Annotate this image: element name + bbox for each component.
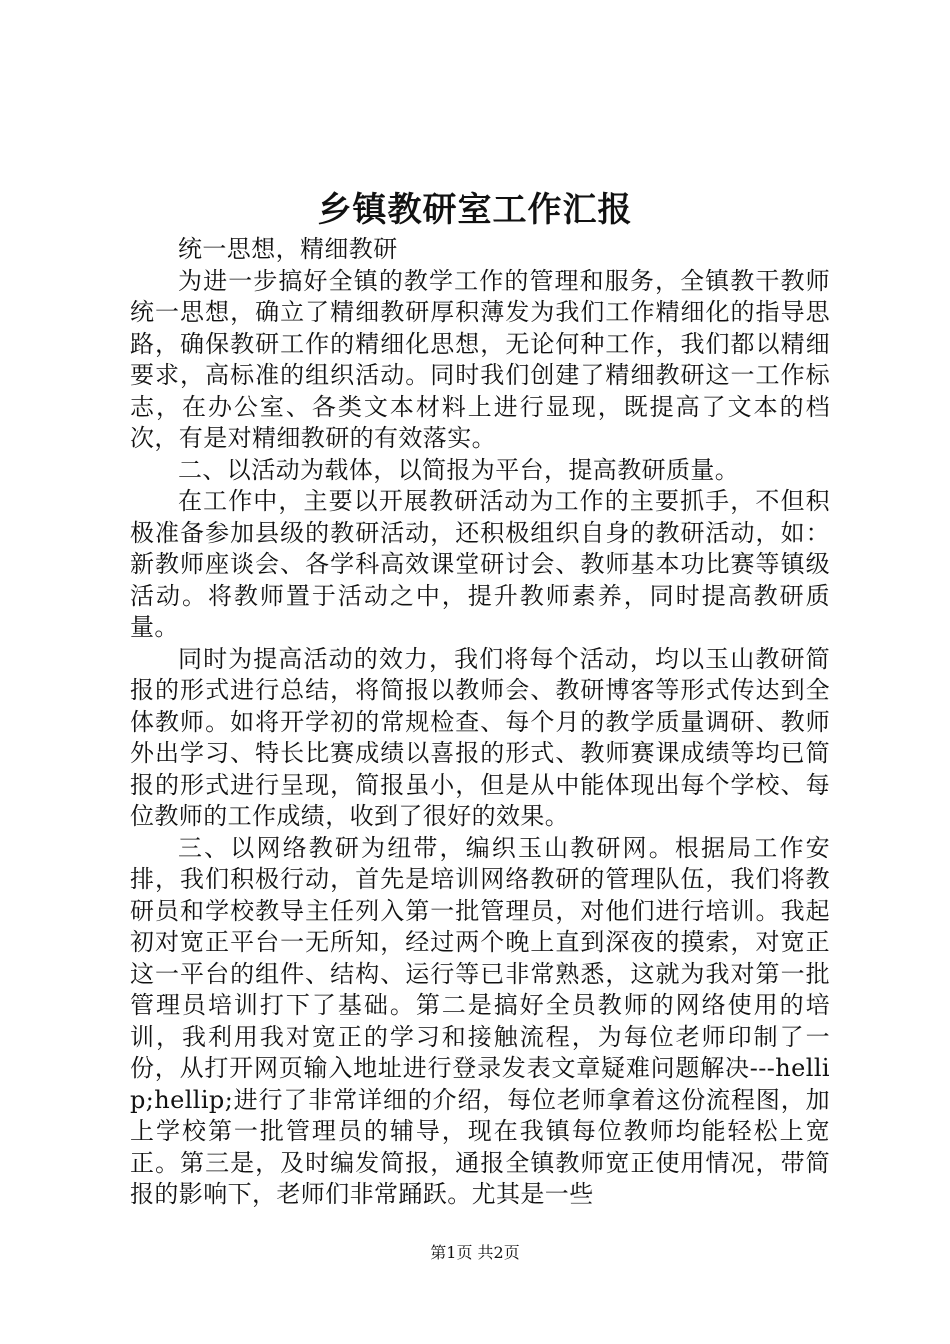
body-paragraph: 在工作中，主要以开展教研活动为工作的主要抓手，不但积极准备参加县级的教研活动，还积极组织自身的教研活动，如：新教师座谈会、各学科高效课堂研讨会、教师基本功比赛等镇级活动。将教师置于活动之中，提升教师素养，同时提高教研质量。	[130, 487, 830, 641]
page-number: 第1页 共2页	[430, 1243, 520, 1262]
document-body	[130, 234, 830, 1211]
document-title: 乡镇教研室工作汇报	[317, 190, 633, 230]
body-paragraph: 三、以网络教研为纽带，编织玉山教研网。根据局工作安排，我们积极行动，首先是培训网络教研的管理队伍，我们将教研员和学校教导主任列入第一批管理员，对他们进行培训。我起初对宽正平台一无所知，经过两个晚上直到深夜的摸索，对宽正这一平台的组件、结构、运行等已非常熟悉，这就为我对第一批管理员培训打下了基础。第二是搞好全员教师的网络使用的培训，我利用我对宽正的学习和接触流程，为每位老师印制了一份，从打开网页输入地址进行登录发表文章疑难问题解决---hellip;hellip;进行了非常详细的介绍，每位老师拿着这份流程图，加上学校第一批管理员的辅导，现在我镇每位教师均能轻松上宽正。第三是，及时编发简报，通报全镇教师宽正使用情况，带简报的影响下，老师们非常踊跃。尤其是一些	[130, 833, 830, 1208]
body-paragraph: 同时为提高活动的效力，我们将每个活动，均以玉山教研简报的形式进行总结，将简报以教师会、教研博客等形式传达到全体教师。如将开学初的常规检查、每个月的教学质量调研、教师外出学习、特长比赛成绩以喜报的形式、教师赛课成绩等均已简报的形式进行呈现，简报虽小，但是从中能体现出每个学校、每位教师的工作成绩，收到了很好的效果。	[130, 644, 830, 830]
section-heading: 统一思想，精细教研	[178, 235, 398, 263]
body-paragraph: 为进一步搞好全镇的教学工作的管理和服务，全镇教干教师统一思想，确立了精细教研厚积薄发为我们工作精细化的指导思路，确保教研工作的精细化思想，无论何种工作，我们都以精细要求，高标准的组织活动。同时我们创建了精细教研这一工作标志，在办公室、各类文本材料上进行显现，既提高了文本的档次，有是对精细教研的有效落实。	[130, 266, 830, 452]
section-heading: 二、以活动为载体，以简报为平台，提高教研质量。	[178, 455, 740, 484]
